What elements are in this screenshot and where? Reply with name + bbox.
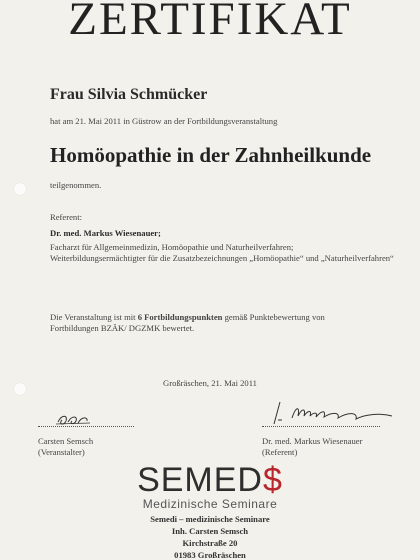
signature-line-left [38,426,134,427]
participated-text: teilgenommen. [50,180,102,190]
course-title: Homöopathie in der Zahnheilkunde [50,143,372,167]
signature-right [262,398,402,428]
intro-text: hat am 21. Mai 2011 in Güstrow an der Fortbildungsveranstaltung [50,116,278,126]
address-line-3: Kirchstraße 20 [182,538,238,548]
points-text: Die Veranstaltung ist mit 6 Fortbildungspunkten gemäß Punktebewertung von [50,312,325,322]
signer-left-name: Carsten Semsch [38,436,94,446]
signer-left-role: (Veranstalter) [38,447,85,457]
referent-description-2: Weiterbildungsermächtigter für die Zusatzbezeichnungen „Homöopathie“ und „Naturheilverfahren“ [50,253,394,263]
signer-right-name: Dr. med. Markus Wiesenauer [262,436,363,446]
points-text-2: Fortbildungen BZÄK/ DGZMK bewertet. [50,323,195,333]
recipient-name: Frau Silvia Schmücker [50,86,208,103]
address-line-1: Semedi – medizinische Seminare [150,514,270,524]
place-date: Großräschen, 21. Mai 2011 [163,378,257,388]
address-line-4: 01983 Großräschen [174,550,246,560]
referent-name: Dr. med. Markus Wiesenauer; [50,228,161,238]
referent-label: Referent: [50,212,82,222]
semedi-logo: SEMED$ [137,461,283,499]
logo-subtitle: Medizinische Seminare [142,497,278,511]
referent-description-1: Facharzt für Allgemeinmedizin, Homöopathie und Naturheilverfahren; [50,242,294,252]
punch-hole [14,183,26,195]
signature-line-right [262,426,380,427]
certificate-title: ZERTIFIKAT [68,0,352,45]
address-line-2: Inh. Carsten Semsch [171,526,249,536]
signer-right-role: (Referent) [262,447,298,457]
